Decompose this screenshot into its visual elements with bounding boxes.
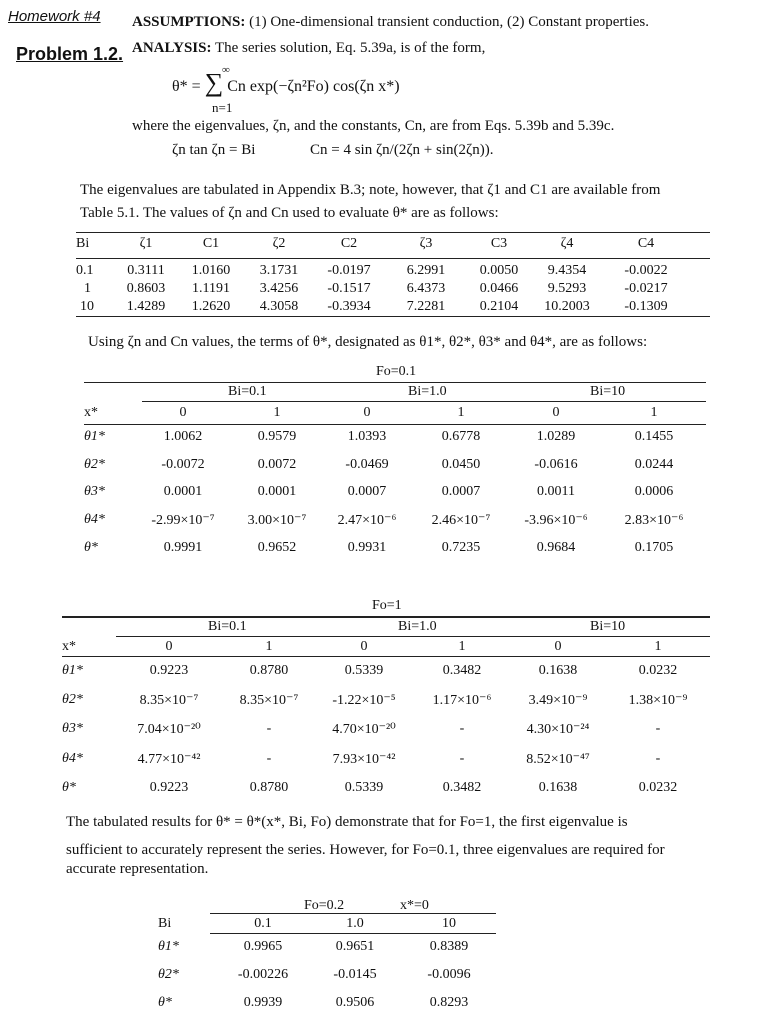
table-cell: 1.17×10⁻⁶ [432, 692, 492, 708]
table-cell: 0.8780 [249, 663, 289, 678]
x-value: 0 [360, 639, 368, 654]
table-row [84, 505, 706, 535]
table-cell: 0.6778 [441, 429, 481, 444]
table-cell: 0.0007 [347, 483, 387, 499]
fo02-header: 1.0 [346, 916, 364, 931]
table-row [76, 262, 690, 280]
x-value: 0 [363, 405, 371, 420]
table-cell: 0.1455 [634, 429, 674, 444]
table-cell: 0.0244 [634, 456, 674, 472]
fo1-group-bi01: Bi=0.1 [208, 619, 247, 634]
row-label: θ* [158, 995, 172, 1010]
table-cell: 0.1705 [634, 540, 674, 555]
table-cell: - [266, 721, 272, 736]
x-value: 0 [552, 405, 560, 420]
eigen-header: ζ3 [419, 236, 433, 251]
table-cell: -0.0096 [427, 967, 471, 982]
table-cell: 1.38×10⁻⁹ [628, 692, 688, 708]
table-cell: 0.9939 [243, 995, 283, 1010]
table-cell: -0.3934 [327, 299, 371, 314]
fo1-title: Fo=1 [372, 598, 402, 613]
table-cell: 0.8293 [429, 995, 469, 1010]
row-label: θ* [62, 780, 76, 795]
x-value: 1 [273, 405, 281, 420]
para1-line2: Table 5.1. The values of ζn and Cn used to evaluate θ* are as follows: [80, 205, 499, 221]
eigen-header: Bi [76, 236, 90, 251]
eigen-header: ζ1 [139, 236, 153, 251]
table-cell: -0.0469 [345, 456, 389, 472]
table-cell: 0.0006 [634, 483, 674, 499]
table-cell: 0.3482 [442, 780, 482, 795]
where-text: where the eigenvalues, ζn, and the constants, Cn, are from Eqs. 5.39b and 5.39c. [132, 118, 615, 134]
table-cell: 0.9965 [243, 939, 283, 954]
table-cell: 0.9223 [149, 780, 189, 795]
table-cell: 4.70×10⁻²⁰ [332, 721, 396, 737]
table-cell: -0.00226 [237, 967, 289, 982]
eigen-header: C2 [340, 236, 358, 251]
table-cell: 0.0011 [537, 483, 575, 499]
table-cell: 0.9579 [257, 429, 297, 444]
eigen-equation: ζn tan ζn = Bi [172, 142, 256, 158]
conclusion-line3: accurate representation. [66, 861, 209, 877]
conclusion-line1: The tabulated results for θ* = θ*(x*, Bi, Fo) demonstrate that for Fo=1, the first eigenvalue is [66, 814, 628, 830]
table-cell: 2.47×10⁻⁶ [337, 512, 397, 528]
row-label: θ2* [84, 456, 105, 472]
table-cell: 0.9651 [335, 939, 375, 954]
table-cell: 3.4256 [259, 281, 299, 296]
fo1-group-bi10: Bi=10 [590, 619, 626, 634]
table-cell: -3.96×10⁻⁶ [524, 512, 588, 528]
table-row [84, 423, 706, 451]
x-value: 0 [179, 405, 187, 420]
table-cell: 0.8603 [126, 281, 166, 296]
summation-icon: ∑ [204, 68, 224, 97]
table-cell: 0.0232 [638, 663, 678, 678]
table-cell: 9.4354 [547, 263, 587, 278]
table-row [158, 933, 496, 961]
table-cell: 8.35×10⁻⁷ [239, 692, 299, 708]
row-label: θ1* [158, 939, 179, 954]
row-label: θ3* [84, 483, 105, 499]
table-cell: 6.4373 [406, 281, 446, 296]
fo1-table [62, 638, 710, 802]
table-cell: 0.0050 [479, 263, 519, 278]
table-cell: 2.83×10⁻⁶ [624, 512, 684, 528]
eigen-header: C4 [637, 236, 655, 251]
table-row [62, 714, 710, 744]
eigen-header: ζ2 [272, 236, 286, 251]
table-cell: 0.0001 [163, 483, 203, 499]
table-row [158, 989, 496, 1017]
table-cell: 0.5339 [344, 780, 384, 795]
fo02-title: Fo=0.2 [304, 898, 345, 913]
table-cell: 9.5293 [547, 281, 587, 296]
series-equation [172, 70, 400, 96]
table-cell: 0.0466 [479, 281, 519, 296]
fo02-header: 0.1 [254, 916, 272, 931]
analysis-label: ANALYSIS: [132, 40, 212, 56]
table-cell: 7.2281 [406, 299, 446, 314]
table-cell: -0.0072 [161, 456, 205, 472]
table-cell: -0.0022 [624, 263, 668, 278]
table-cell: 1.1191 [192, 281, 230, 296]
x-value: 0 [554, 639, 562, 654]
table-row [62, 744, 710, 774]
table-cell: -0.1517 [327, 281, 371, 296]
table-cell: 0.8389 [429, 939, 469, 954]
table-cell: 8.35×10⁻⁷ [139, 692, 199, 708]
fo01-table [84, 403, 706, 561]
table-cell: -2.99×10⁻⁷ [151, 512, 215, 528]
table-cell: 0.1638 [538, 780, 578, 795]
table-cell: 0.2104 [479, 299, 519, 314]
table-cell: 0.0072 [257, 456, 297, 472]
table-cell: 0.7235 [441, 540, 481, 555]
table-cell: 1.0393 [347, 429, 387, 444]
assumptions-text: (1) One-dimensional transient conduction, (2) Constant properties. [249, 14, 650, 30]
table-cell: 4.77×10⁻⁴² [137, 751, 201, 767]
table-cell: -0.0616 [534, 456, 578, 472]
table-cell: - [266, 751, 272, 766]
row-label: θ4* [84, 512, 105, 527]
table-row [62, 656, 710, 686]
conclusion-paragraph [66, 810, 726, 876]
eigen-header: C1 [202, 236, 220, 251]
table-cell: -0.0145 [333, 967, 377, 982]
x-value: 1 [650, 405, 658, 420]
table-cell: 10.2003 [544, 299, 590, 314]
fo01-group-bi10: Bi=10 [590, 384, 626, 399]
table-cell: 1.2620 [191, 299, 231, 314]
table-row [84, 478, 706, 505]
table-cell: 3.49×10⁻⁹ [528, 692, 588, 708]
eigen-header: ζ4 [560, 236, 574, 251]
x-label: x* [62, 639, 76, 654]
fo1-x-row [62, 638, 710, 656]
series-rhs: Cn exp(−ζn²Fo) cos(ζn x*) [227, 78, 400, 95]
row-label: θ* [84, 540, 98, 555]
table-cell: 0.1 [76, 263, 94, 278]
table-cell: -1.22×10⁻⁵ [332, 692, 396, 708]
analysis-line [132, 40, 485, 57]
fo02-header: 10 [442, 916, 456, 931]
table-cell: 2.46×10⁻⁷ [431, 512, 491, 528]
conclusion-line2: sufficient to accurately represent the series. However, for Fo=0.1, three eigenvalues are required for [66, 842, 665, 858]
table-cell: 0.0232 [638, 780, 678, 795]
table-row [84, 451, 706, 478]
fo01-group-bi01: Bi=0.1 [228, 384, 267, 399]
table-row [76, 280, 690, 298]
table-cell: 0.9506 [335, 995, 375, 1010]
assumptions-line [132, 14, 649, 31]
table-cell: 0.0001 [257, 483, 297, 499]
fo02-table [158, 915, 496, 1017]
table-cell: 4.30×10⁻²⁴ [526, 721, 590, 737]
fo02-header: Bi [158, 916, 172, 931]
table-cell: 0.1638 [538, 663, 578, 678]
table-row [158, 961, 496, 989]
table-row [62, 686, 710, 714]
table-cell: -0.0197 [327, 263, 371, 278]
table-cell: 0.9991 [163, 540, 203, 555]
table-cell: - [459, 721, 465, 736]
series-lower-limit: n=1 [212, 100, 233, 115]
table-cell: 1.4289 [126, 299, 166, 314]
table-row [62, 774, 710, 802]
table-cell: 0.9684 [536, 540, 576, 555]
homework-label: Homework #4 [8, 8, 101, 25]
eigen-header: C3 [490, 236, 508, 251]
table-cell: 7.93×10⁻⁴² [332, 751, 396, 767]
fo02-xcond: x*=0 [400, 898, 429, 913]
table-cell: 3.00×10⁻⁷ [247, 512, 307, 528]
x-value: 0 [165, 639, 173, 654]
constant-equation: Cn = 4 sin ζn/(2ζn + sin(2ζn)). [310, 142, 494, 158]
table-cell: 0.9652 [257, 540, 297, 555]
table-cell: 1.0062 [163, 429, 203, 444]
x-value: 1 [265, 639, 273, 654]
using-text: Using ζn and Cn values, the terms of θ*, designated as θ1*, θ2*, θ3* and θ4*, are as follows: [88, 334, 648, 350]
table-cell: - [655, 751, 661, 766]
row-label: θ1* [84, 429, 105, 444]
series-upper-limit: ∞ [222, 64, 230, 76]
fo01-x-row [84, 403, 706, 423]
fo01-title: Fo=0.1 [376, 364, 417, 379]
series-lhs: θ* = [172, 78, 201, 95]
table-cell: 8.52×10⁻⁴⁷ [526, 751, 590, 767]
table-cell: 1 [84, 281, 91, 296]
table-cell: 0.3111 [127, 263, 165, 278]
x-value: 1 [654, 639, 662, 654]
row-label: θ2* [62, 692, 83, 707]
row-label: θ1* [62, 663, 83, 678]
table-cell: 0.9223 [149, 663, 189, 678]
table-cell: 0.9931 [347, 540, 387, 555]
row-label: θ3* [62, 721, 83, 736]
eigenvalue-table [76, 236, 690, 316]
table-cell: 6.2991 [406, 263, 446, 278]
table-cell: 0.8780 [249, 780, 289, 795]
analysis-text: The series solution, Eq. 5.39a, is of the form, [214, 40, 486, 56]
table-cell: -0.1309 [624, 299, 668, 314]
para1-line1: The eigenvalues are tabulated in Appendix B.3; note, however, that ζ1 and C1 are available from [80, 182, 661, 198]
table-cell: - [459, 751, 465, 766]
row-label: θ4* [62, 751, 83, 766]
x-value: 1 [458, 639, 466, 654]
table-cell: 0.0450 [441, 456, 481, 472]
fo02-header-row [158, 915, 496, 933]
table-cell: 1.0289 [536, 429, 576, 444]
table-row [84, 535, 706, 561]
table-row [76, 298, 690, 316]
problem-label: Problem 1.2. [16, 44, 124, 64]
fo1-group-bi1: Bi=1.0 [398, 619, 437, 634]
table-cell: -0.0217 [624, 281, 668, 296]
table-cell: 0.3482 [442, 663, 482, 678]
table-cell: 0.5339 [344, 663, 384, 678]
row-label: θ2* [158, 967, 179, 982]
eigen-header-row [76, 236, 690, 252]
table-cell: 10 [80, 299, 94, 314]
table-cell: 1.0160 [191, 263, 231, 278]
table-cell: 3.1731 [259, 263, 299, 278]
x-value: 1 [457, 405, 465, 420]
table-cell: 7.04×10⁻²⁰ [137, 721, 201, 737]
fo01-group-bi1: Bi=1.0 [408, 384, 447, 399]
table-cell: 0.0007 [441, 483, 481, 499]
table-cell: - [655, 721, 661, 736]
table-cell: 4.3058 [259, 299, 299, 314]
x-label: x* [84, 405, 98, 420]
assumptions-label: ASSUMPTIONS: [132, 14, 246, 30]
